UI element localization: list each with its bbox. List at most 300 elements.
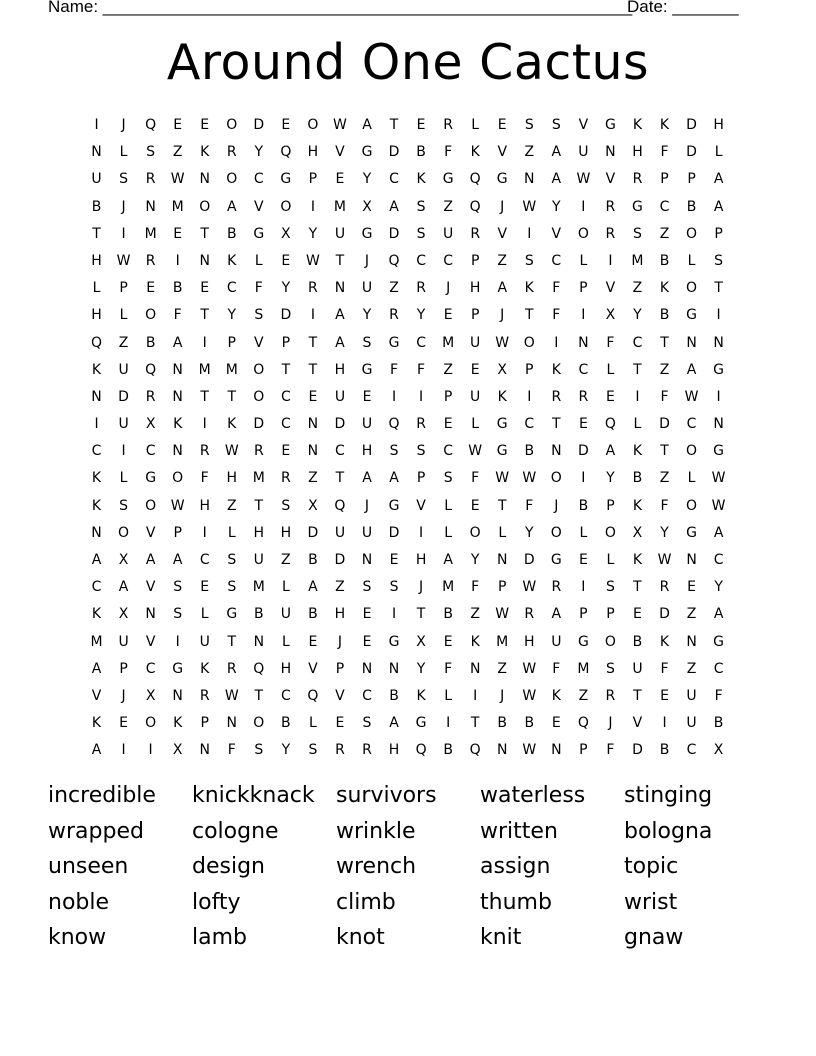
grid-letter[interactable]: B (416, 144, 426, 161)
grid-letter[interactable]: H (524, 633, 535, 650)
date-field-label[interactable]: Date: _______ (627, 0, 739, 16)
grid-letter[interactable]: P (443, 388, 453, 405)
grid-letter[interactable]: M (252, 470, 265, 487)
grid-letter[interactable]: V (416, 497, 426, 514)
grid-letter[interactable]: D (118, 388, 129, 405)
grid-letter[interactable]: P (525, 361, 534, 378)
grid-letter[interactable]: C (524, 416, 535, 433)
grid-letter[interactable]: G (496, 416, 508, 433)
grid-letter[interactable]: J (121, 198, 126, 215)
grid-letter[interactable]: W (495, 606, 510, 623)
grid-letter[interactable]: N (578, 334, 589, 351)
grid-letter[interactable]: U (470, 334, 481, 351)
grid-letter[interactable]: E (119, 715, 128, 732)
grid-letter[interactable]: R (605, 198, 616, 215)
grid-letter[interactable]: T (200, 307, 209, 324)
grid-letter[interactable]: B (254, 606, 264, 623)
grid-letter[interactable]: T (660, 443, 669, 460)
grid-letter[interactable]: C (416, 334, 426, 351)
grid-letter[interactable]: X (713, 742, 724, 759)
grid-letter[interactable]: P (579, 742, 588, 759)
grid-letter[interactable]: W (522, 579, 537, 596)
grid-letter[interactable]: B (632, 633, 643, 650)
grid-letter[interactable]: J (500, 687, 505, 704)
grid-letter[interactable]: O (253, 361, 265, 378)
grid-letter[interactable]: R (226, 660, 237, 677)
grid-letter[interactable]: N (145, 606, 156, 623)
grid-letter[interactable]: L (498, 524, 507, 541)
grid-letter[interactable]: B (226, 225, 237, 242)
grid-letter[interactable]: Y (660, 524, 669, 541)
grid-letter[interactable]: Z (308, 470, 318, 487)
grid-letter[interactable]: U (361, 416, 373, 433)
grid-letter[interactable]: I (94, 117, 99, 133)
grid-letter[interactable]: I (581, 470, 586, 487)
grid-letter[interactable]: T (497, 497, 507, 514)
grid-letter[interactable]: L (579, 252, 588, 269)
grid-letter[interactable]: U (361, 280, 373, 297)
grid-letter[interactable]: K (91, 361, 102, 378)
grid-letter[interactable]: N (496, 742, 508, 759)
grid-letter[interactable]: O (604, 633, 616, 650)
grid-letter[interactable]: C (253, 171, 264, 188)
grid-letter[interactable]: J (121, 687, 126, 704)
grid-letter[interactable]: E (443, 307, 453, 324)
grid-letter[interactable]: W (711, 497, 726, 514)
grid-letter[interactable]: M (225, 361, 238, 378)
grid-letter[interactable]: K (659, 280, 670, 297)
grid-letter[interactable]: A (335, 307, 345, 324)
grid-letter[interactable]: I (202, 416, 207, 433)
grid-letter[interactable]: O (523, 334, 535, 351)
grid-letter[interactable]: S (605, 660, 615, 677)
grid-letter[interactable]: S (416, 198, 426, 215)
grid-letter[interactable]: J (608, 715, 613, 732)
grid-letter[interactable]: M (577, 660, 590, 677)
grid-letter[interactable]: S (362, 715, 372, 732)
grid-letter[interactable]: I (446, 715, 451, 732)
grid-letter[interactable]: K (173, 416, 183, 433)
grid-letter[interactable]: L (200, 606, 209, 623)
grid-letter[interactable]: W (522, 742, 537, 759)
grid-letter[interactable]: B (659, 252, 670, 269)
grid-letter[interactable]: I (121, 443, 126, 460)
grid-letter[interactable]: Q (469, 198, 481, 215)
grid-letter[interactable]: P (660, 171, 669, 188)
grid-letter[interactable]: K (659, 633, 670, 650)
grid-letter[interactable]: S (173, 606, 183, 623)
grid-letter[interactable]: N (253, 633, 265, 650)
grid-letter[interactable]: T (416, 606, 426, 623)
grid-letter[interactable]: L (119, 470, 128, 487)
grid-letter[interactable]: Z (389, 280, 399, 297)
grid-letter[interactable]: P (606, 497, 615, 514)
grid-letter[interactable]: G (388, 497, 400, 514)
grid-letter[interactable]: C (280, 687, 291, 704)
grid-letter[interactable]: G (632, 198, 643, 215)
grid-letter[interactable]: A (389, 715, 399, 732)
grid-letter[interactable]: T (92, 225, 101, 242)
grid-letter[interactable]: R (199, 687, 210, 704)
grid-letter[interactable]: O (686, 280, 698, 297)
grid-letter[interactable]: H (334, 361, 346, 378)
grid-letter[interactable]: K (659, 117, 670, 133)
grid-letter[interactable]: R (605, 687, 616, 704)
grid-letter[interactable]: Z (226, 497, 237, 514)
grid-letter[interactable]: T (335, 252, 345, 269)
grid-letter[interactable]: N (172, 388, 183, 405)
grid-letter[interactable]: G (361, 144, 373, 161)
grid-letter[interactable]: W (495, 334, 510, 351)
grid-letter[interactable]: G (577, 633, 589, 650)
grid-letter[interactable]: C (578, 361, 589, 378)
grid-letter[interactable]: Z (443, 198, 453, 215)
grid-letter[interactable]: E (687, 579, 696, 596)
grid-letter[interactable]: E (362, 388, 372, 405)
grid-letter[interactable]: T (552, 416, 561, 433)
grid-letter[interactable]: Q (469, 742, 481, 759)
grid-letter[interactable]: X (605, 307, 616, 324)
grid-letter[interactable]: W (305, 252, 320, 269)
grid-letter[interactable]: O (686, 497, 698, 514)
grid-letter[interactable]: B (578, 497, 589, 514)
grid-letter[interactable]: X (172, 742, 183, 759)
grid-letter[interactable]: H (226, 470, 238, 487)
grid-letter[interactable]: H (361, 443, 373, 460)
grid-letter[interactable]: S (633, 225, 642, 242)
grid-letter[interactable]: F (471, 579, 480, 596)
grid-letter[interactable]: H (280, 524, 292, 541)
grid-letter[interactable]: S (254, 742, 264, 759)
grid-letter[interactable]: A (91, 742, 102, 759)
grid-letter[interactable]: O (253, 388, 265, 405)
grid-letter[interactable]: B (659, 307, 670, 324)
name-field-label[interactable]: Name: ________________________________________________________ (48, 0, 633, 16)
grid-letter[interactable]: F (660, 388, 669, 405)
grid-letter[interactable]: I (716, 307, 721, 324)
grid-letter[interactable]: O (280, 198, 292, 215)
grid-letter[interactable]: K (173, 715, 183, 732)
grid-letter[interactable]: U (253, 552, 264, 568)
grid-letter[interactable]: H (713, 117, 724, 133)
grid-letter[interactable]: T (335, 470, 345, 487)
grid-letter[interactable]: G (686, 307, 697, 324)
grid-letter[interactable]: J (500, 307, 505, 324)
grid-letter[interactable]: C (280, 416, 291, 433)
grid-letter[interactable]: Y (714, 579, 723, 596)
grid-letter[interactable]: E (362, 606, 372, 623)
grid-letter[interactable]: L (119, 144, 128, 161)
grid-letter[interactable]: U (632, 660, 643, 677)
grid-letter[interactable]: L (254, 252, 263, 269)
grid-letter[interactable]: L (579, 524, 588, 541)
grid-letter[interactable]: K (200, 144, 210, 161)
grid-letter[interactable]: A (389, 470, 399, 487)
grid-letter[interactable]: Y (308, 225, 318, 242)
grid-letter[interactable]: X (145, 416, 156, 433)
grid-letter[interactable]: Z (443, 361, 453, 378)
grid-letter[interactable]: D (632, 742, 643, 759)
grid-letter[interactable]: U (199, 633, 210, 650)
grid-letter[interactable]: L (92, 280, 101, 297)
grid-letter[interactable]: A (226, 198, 237, 215)
grid-letter[interactable]: X (281, 225, 291, 242)
grid-letter[interactable]: L (633, 416, 642, 433)
grid-letter[interactable]: F (173, 307, 182, 324)
grid-letter[interactable]: K (91, 715, 102, 732)
grid-letter[interactable]: Q (280, 144, 292, 161)
grid-letter[interactable]: W (495, 470, 510, 487)
grid-letter[interactable]: L (281, 579, 290, 596)
grid-letter[interactable]: C (280, 388, 291, 405)
grid-letter[interactable]: A (551, 144, 562, 161)
grid-letter[interactable]: Y (254, 144, 264, 161)
grid-letter[interactable]: Q (604, 416, 616, 433)
grid-letter[interactable]: W (711, 470, 726, 487)
grid-letter[interactable]: V (605, 171, 616, 188)
grid-letter[interactable]: I (608, 252, 613, 269)
grid-letter[interactable]: S (714, 252, 724, 269)
grid-letter[interactable]: S (551, 117, 561, 133)
grid-letter[interactable]: A (389, 198, 399, 215)
grid-letter[interactable]: G (713, 443, 725, 460)
grid-letter[interactable]: K (632, 117, 643, 133)
grid-letter[interactable]: Y (524, 524, 534, 541)
grid-letter[interactable]: E (660, 687, 669, 704)
grid-letter[interactable]: I (419, 388, 424, 405)
grid-letter[interactable]: O (226, 171, 238, 188)
grid-letter[interactable]: X (362, 198, 372, 215)
grid-letter[interactable]: R (145, 388, 156, 405)
grid-letter[interactable]: P (714, 225, 723, 242)
grid-letter[interactable]: Z (659, 361, 670, 378)
grid-letter[interactable]: D (388, 524, 400, 541)
grid-letter[interactable]: B (308, 552, 318, 568)
grid-letter[interactable]: G (496, 443, 508, 460)
grid-letter[interactable]: D (523, 552, 535, 568)
grid-letter[interactable]: C (686, 742, 697, 759)
grid-letter[interactable]: E (173, 117, 183, 133)
grid-letter[interactable]: S (362, 334, 372, 351)
grid-letter[interactable]: T (633, 579, 642, 596)
grid-letter[interactable]: G (415, 715, 427, 732)
grid-letter[interactable]: Q (145, 361, 157, 378)
grid-letter[interactable]: C (199, 552, 210, 568)
grid-letter[interactable]: M (198, 361, 211, 378)
grid-letter[interactable]: Z (118, 334, 129, 351)
grid-letter[interactable]: O (604, 524, 616, 541)
grid-letter[interactable]: U (334, 225, 346, 242)
grid-letter[interactable]: V (91, 687, 102, 704)
grid-letter[interactable]: F (254, 280, 263, 297)
grid-letter[interactable]: H (91, 307, 102, 324)
grid-letter[interactable]: O (226, 117, 238, 133)
grid-letter[interactable]: Y (281, 280, 291, 297)
grid-letter[interactable]: N (226, 715, 237, 732)
grid-letter[interactable]: M (496, 633, 509, 650)
grid-letter[interactable]: P (416, 470, 426, 487)
grid-letter[interactable]: Y (416, 307, 426, 324)
grid-letter[interactable]: O (307, 117, 319, 133)
grid-letter[interactable]: Z (659, 470, 670, 487)
grid-letter[interactable]: D (388, 144, 400, 161)
grid-letter[interactable]: P (119, 280, 128, 297)
grid-letter[interactable]: Z (497, 660, 508, 677)
grid-letter[interactable]: E (470, 497, 480, 514)
grid-letter[interactable]: U (334, 388, 346, 405)
grid-letter[interactable]: B (524, 715, 535, 732)
grid-letter[interactable]: V (551, 225, 562, 242)
grid-letter[interactable]: W (576, 171, 591, 188)
grid-letter[interactable]: B (389, 687, 399, 704)
grid-letter[interactable]: I (391, 606, 397, 623)
grid-letter[interactable]: O (469, 524, 481, 541)
grid-letter[interactable]: T (308, 361, 318, 378)
grid-letter[interactable]: D (577, 443, 589, 460)
grid-letter[interactable]: N (91, 388, 102, 405)
grid-letter[interactable]: N (172, 443, 183, 460)
grid-letter[interactable]: C (443, 252, 454, 269)
grid-letter[interactable]: G (496, 171, 508, 188)
grid-letter[interactable]: W (170, 497, 185, 514)
grid-letter[interactable]: V (605, 280, 616, 297)
grid-letter[interactable]: H (632, 144, 643, 161)
grid-letter[interactable]: F (390, 361, 399, 378)
grid-letter[interactable]: G (361, 225, 373, 242)
grid-letter[interactable]: M (90, 633, 103, 650)
grid-letter[interactable]: F (444, 660, 453, 677)
grid-letter[interactable]: Z (632, 280, 643, 297)
grid-letter[interactable]: G (686, 524, 697, 541)
grid-letter[interactable]: U (118, 633, 129, 650)
grid-letter[interactable]: L (227, 524, 236, 541)
grid-letter[interactable]: O (118, 524, 130, 541)
grid-letter[interactable]: D (388, 225, 400, 242)
grid-letter[interactable]: U (118, 416, 129, 433)
grid-letter[interactable]: Q (334, 497, 346, 514)
grid-letter[interactable]: I (148, 742, 153, 759)
grid-letter[interactable]: P (200, 715, 209, 732)
grid-letter[interactable]: U (686, 687, 697, 704)
grid-letter[interactable]: N (199, 252, 210, 269)
grid-letter[interactable]: A (605, 443, 616, 460)
grid-letter[interactable]: N (91, 144, 102, 161)
grid-letter[interactable]: D (253, 117, 265, 133)
grid-letter[interactable]: Y (281, 742, 291, 759)
grid-letter[interactable]: V (254, 198, 264, 215)
grid-letter[interactable]: P (281, 334, 291, 351)
grid-letter[interactable]: I (581, 307, 586, 324)
grid-letter[interactable]: U (280, 606, 291, 623)
grid-letter[interactable]: T (254, 687, 264, 704)
grid-letter[interactable]: K (416, 687, 426, 704)
grid-letter[interactable]: G (713, 633, 725, 650)
grid-letter[interactable]: A (686, 361, 697, 378)
grid-letter[interactable]: X (416, 633, 426, 650)
grid-letter[interactable]: B (524, 443, 535, 460)
grid-letter[interactable]: A (713, 171, 724, 188)
grid-letter[interactable]: V (632, 715, 643, 732)
grid-letter[interactable]: T (200, 388, 209, 405)
grid-letter[interactable]: B (497, 715, 508, 732)
grid-letter[interactable]: V (145, 579, 156, 596)
grid-letter[interactable]: U (578, 144, 589, 161)
grid-letter[interactable]: M (333, 198, 346, 215)
grid-letter[interactable]: V (145, 524, 156, 541)
grid-letter[interactable]: I (635, 388, 640, 405)
grid-letter[interactable]: I (175, 252, 180, 269)
grid-letter[interactable]: T (200, 225, 209, 242)
grid-letter[interactable]: U (91, 171, 102, 188)
grid-letter[interactable]: Z (578, 687, 589, 704)
grid-letter[interactable]: H (91, 252, 102, 269)
grid-letter[interactable]: P (173, 524, 182, 541)
grid-letter[interactable]: I (202, 334, 207, 351)
grid-letter[interactable]: D (334, 552, 346, 568)
grid-letter[interactable]: H (415, 552, 427, 568)
grid-letter[interactable]: E (605, 388, 615, 405)
grid-letter[interactable]: W (522, 687, 537, 704)
grid-letter[interactable]: R (524, 606, 535, 623)
grid-letter[interactable]: D (659, 606, 670, 623)
grid-letter[interactable]: R (416, 416, 426, 433)
grid-letter[interactable]: Q (91, 334, 103, 351)
grid-letter[interactable]: J (554, 497, 559, 514)
grid-letter[interactable]: L (687, 470, 696, 487)
grid-letter[interactable]: E (551, 715, 561, 732)
grid-letter[interactable]: I (391, 388, 397, 405)
grid-letter[interactable]: F (552, 307, 561, 324)
grid-letter[interactable]: B (632, 470, 643, 487)
grid-letter[interactable]: M (171, 198, 184, 215)
grid-letter[interactable]: S (389, 443, 399, 460)
grid-letter[interactable]: N (524, 171, 535, 188)
grid-letter[interactable]: U (334, 524, 346, 541)
grid-letter[interactable]: E (200, 579, 210, 596)
grid-letter[interactable]: F (417, 361, 426, 378)
grid-letter[interactable]: F (606, 742, 615, 759)
grid-letter[interactable]: N (713, 416, 724, 433)
grid-letter[interactable]: S (416, 225, 426, 242)
grid-letter[interactable]: K (91, 470, 102, 487)
grid-letter[interactable]: H (388, 742, 400, 759)
grid-letter[interactable]: V (497, 225, 508, 242)
grid-letter[interactable]: A (335, 334, 345, 351)
grid-letter[interactable]: N (605, 144, 616, 161)
grid-letter[interactable]: C (389, 171, 399, 188)
grid-letter[interactable]: E (308, 633, 318, 650)
grid-letter[interactable]: N (172, 361, 183, 378)
grid-letter[interactable]: O (145, 497, 157, 514)
grid-letter[interactable]: J (337, 633, 343, 650)
grid-letter[interactable]: P (308, 171, 318, 188)
grid-letter[interactable]: W (224, 687, 239, 704)
grid-letter[interactable]: Q (388, 416, 400, 433)
grid-letter[interactable]: R (145, 171, 156, 188)
grid-letter[interactable]: K (227, 252, 237, 269)
grid-letter[interactable]: N (172, 687, 183, 704)
grid-letter[interactable]: O (172, 470, 184, 487)
grid-letter[interactable]: C (443, 443, 454, 460)
grid-letter[interactable]: E (200, 117, 210, 133)
grid-letter[interactable]: W (657, 552, 672, 568)
grid-letter[interactable]: R (470, 225, 481, 242)
grid-letter[interactable]: A (308, 579, 318, 596)
grid-letter[interactable]: E (578, 416, 588, 433)
grid-letter[interactable]: R (145, 252, 156, 269)
grid-letter[interactable]: S (254, 307, 264, 324)
grid-letter[interactable]: S (281, 497, 291, 514)
